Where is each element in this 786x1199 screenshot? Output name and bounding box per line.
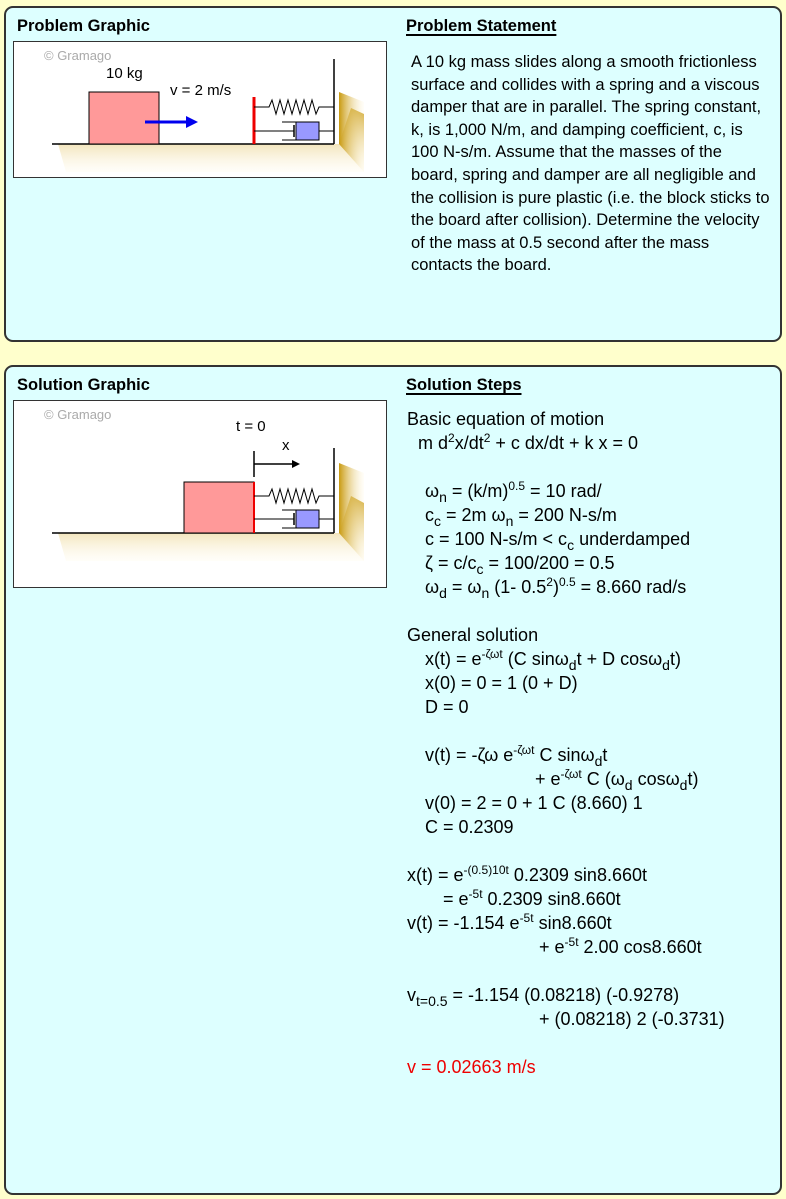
problem-graphic [13, 41, 387, 178]
final-answer: v = 0.02663 m/s [407, 1057, 536, 1077]
spring [254, 100, 334, 114]
velocity-label: v = 2 m/s [170, 82, 232, 99]
t0-label: t = 0 [236, 418, 266, 435]
problem-panel [4, 6, 782, 342]
step-line: v(t) = -ζω $e^{-\zeta\omega t}$ C sinω$_d$t [425, 743, 608, 769]
step-line: c = 100 $N-s/m < c_c$ underdamped [425, 529, 691, 553]
step-line: x(0) = 0 = 1 (0 + D) [425, 673, 578, 693]
step-line: $\zeta = c/c_c = 100/200 = 0.5$ [425, 553, 615, 577]
solution-steps-title: Solution Steps [406, 376, 522, 394]
step-line: $v_{t=0.5} = -1.154$ (0.08218) (-0.9278) [407, 985, 680, 1009]
x-arrowhead [292, 460, 300, 468]
step-line: + (0.08218) 2 (-0.3731) [539, 1009, 725, 1029]
step-line: + $e^{-5t}$ 2.00 cos8.660t [539, 935, 702, 957]
x-label: x [282, 437, 290, 454]
step-line: $c_c = 2m$ $\omega_n = 200$ N-s/m [425, 505, 617, 529]
solution-diagram [14, 401, 386, 587]
solution-steps [407, 407, 725, 1079]
damper-piston [296, 122, 319, 140]
step-line: $\omega_n = (k/m)^{0.5} = 10$ rad/ [425, 479, 602, 505]
problem-statement-title: Problem Statement [406, 17, 557, 35]
step-line: v(0) = 2 = 0 + 1 C (8.660) 1 [425, 793, 643, 813]
damper-piston [296, 510, 319, 528]
step-line: General solution [407, 625, 539, 645]
spring [254, 489, 334, 503]
equation-of-motion: m $d^2x/dt^2 + c$ dx/dt + k x = 0 [418, 431, 638, 453]
step-line: D = 0 [425, 697, 469, 717]
step-line: Basic equation of motion [407, 409, 605, 429]
step-line: $x(t) = e^{-\zeta\omega t}$ (C sinω$_d$t + D cosω$_d$t) [425, 647, 681, 673]
velocity-arrowhead [186, 116, 198, 128]
step-line: $\omega_d = \omega_n$ (1- $0.5^2)^{0.5} = 8.660$ rad/s [425, 575, 687, 601]
watermark: © Gramago [44, 407, 112, 422]
problem-graphic-title: Problem Graphic [17, 17, 150, 35]
mass-label: 10 kg [106, 65, 143, 82]
step-line: $x(t) = e^{-(0.5)10t}$ 0.2309 sin8.660t [407, 863, 647, 885]
solution-panel [4, 365, 782, 1195]
watermark: © Gramago [44, 48, 112, 63]
step-line: v(t) = -1.154 $e^{-5t}$ sin8.660t [407, 911, 612, 933]
step-line: + $e^{-\zeta\omega t}$ C ($\omega_d$ cosω$_d$t) [535, 767, 699, 793]
mass-block [184, 482, 254, 533]
solution-graphic-title: Solution Graphic [17, 376, 150, 394]
problem-statement-text: A 10 kg mass slides along a smooth frictionless surface and collides with a spring and a viscous damper that are in parallel. The spring constant, k, is 1,000 N/m, and damping coefficient, c, is 100 N-s/m. Assume that the masses of the board, spring and damper are all negligible and the collision is pure plastic (i.e. the block sticks to the board after collision). Determine the velocity of the mass at 0.5 second after the mass contacts the board. [411, 53, 770, 275]
step-line: = $e^{-5t}$ 0.2309 sin8.660t [443, 887, 621, 909]
mass-block [89, 92, 159, 144]
solution-graphic [13, 400, 387, 588]
step-line: C = 0.2309 [425, 817, 514, 837]
